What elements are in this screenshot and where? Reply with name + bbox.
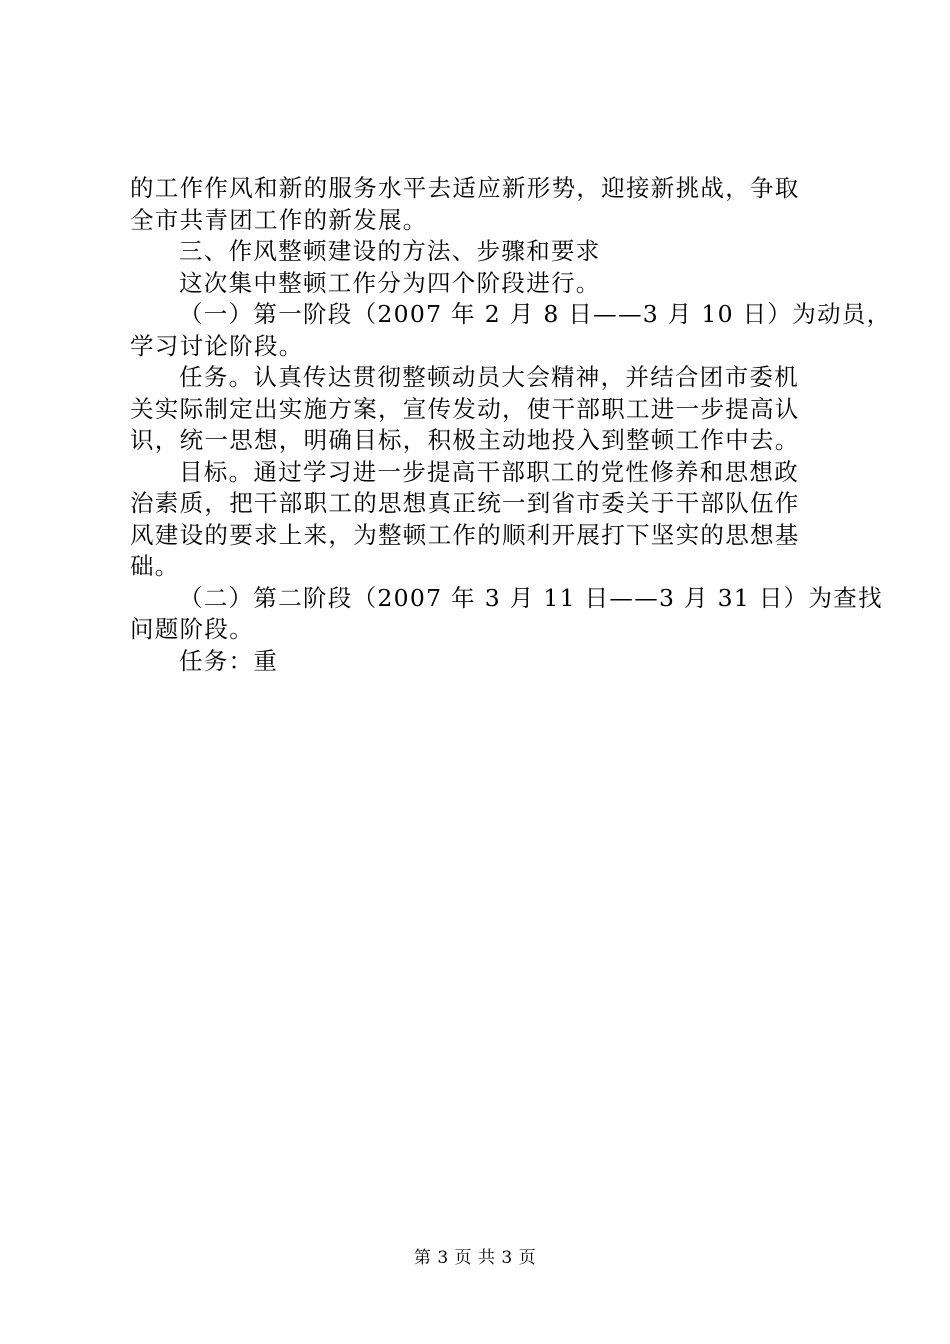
text-line: 问题阶段。 [130,615,254,643]
text-line: 风建设的要求上来，为整顿工作的顺利开展打下坚实的思想基 [130,520,800,549]
text-line: 识，统一思想，明确目标，积极主动地投入到整顿工作中去。 [130,426,800,454]
text-line: 任务。认真传达贯彻整顿动员大会精神，并结合团市委机 [179,363,799,391]
text-line: 的工作作风和新的服务水平去适应新形势，迎接新挑战，争取 [130,174,800,202]
document-body [130,173,892,677]
text-line: 全市共青团工作的新发展。 [130,205,428,234]
text-line: 治素质，把干部职工的思想真正统一到省市委关于干部队伍作 [130,489,800,517]
stage-heading: （一）第一阶段（2007 年 2 月 8 日——3 月 10 日）为动员， [179,300,892,328]
text-line: 关实际制定出实施方案，宣传发动，使干部职工进一步提高认 [130,394,800,423]
text-line: 这次集中整顿工作分为四个阶段进行。 [179,268,601,297]
text-line: 任务：重 [179,646,279,675]
stage-heading: （二）第二阶段（2007 年 3 月 11 日——3 月 31 日）为查找 [179,583,883,612]
text-line: 础。 [130,552,180,580]
page-number-footer: 第 3 页 共 3 页 [413,1248,537,1268]
text-line: 学习讨论阶段。 [130,331,304,360]
section-heading: 三、作风整顿建设的方法、步骤和要求 [179,237,601,265]
text-line: 目标。通过学习进一步提高干部职工的党性修养和思想政 [179,457,799,486]
